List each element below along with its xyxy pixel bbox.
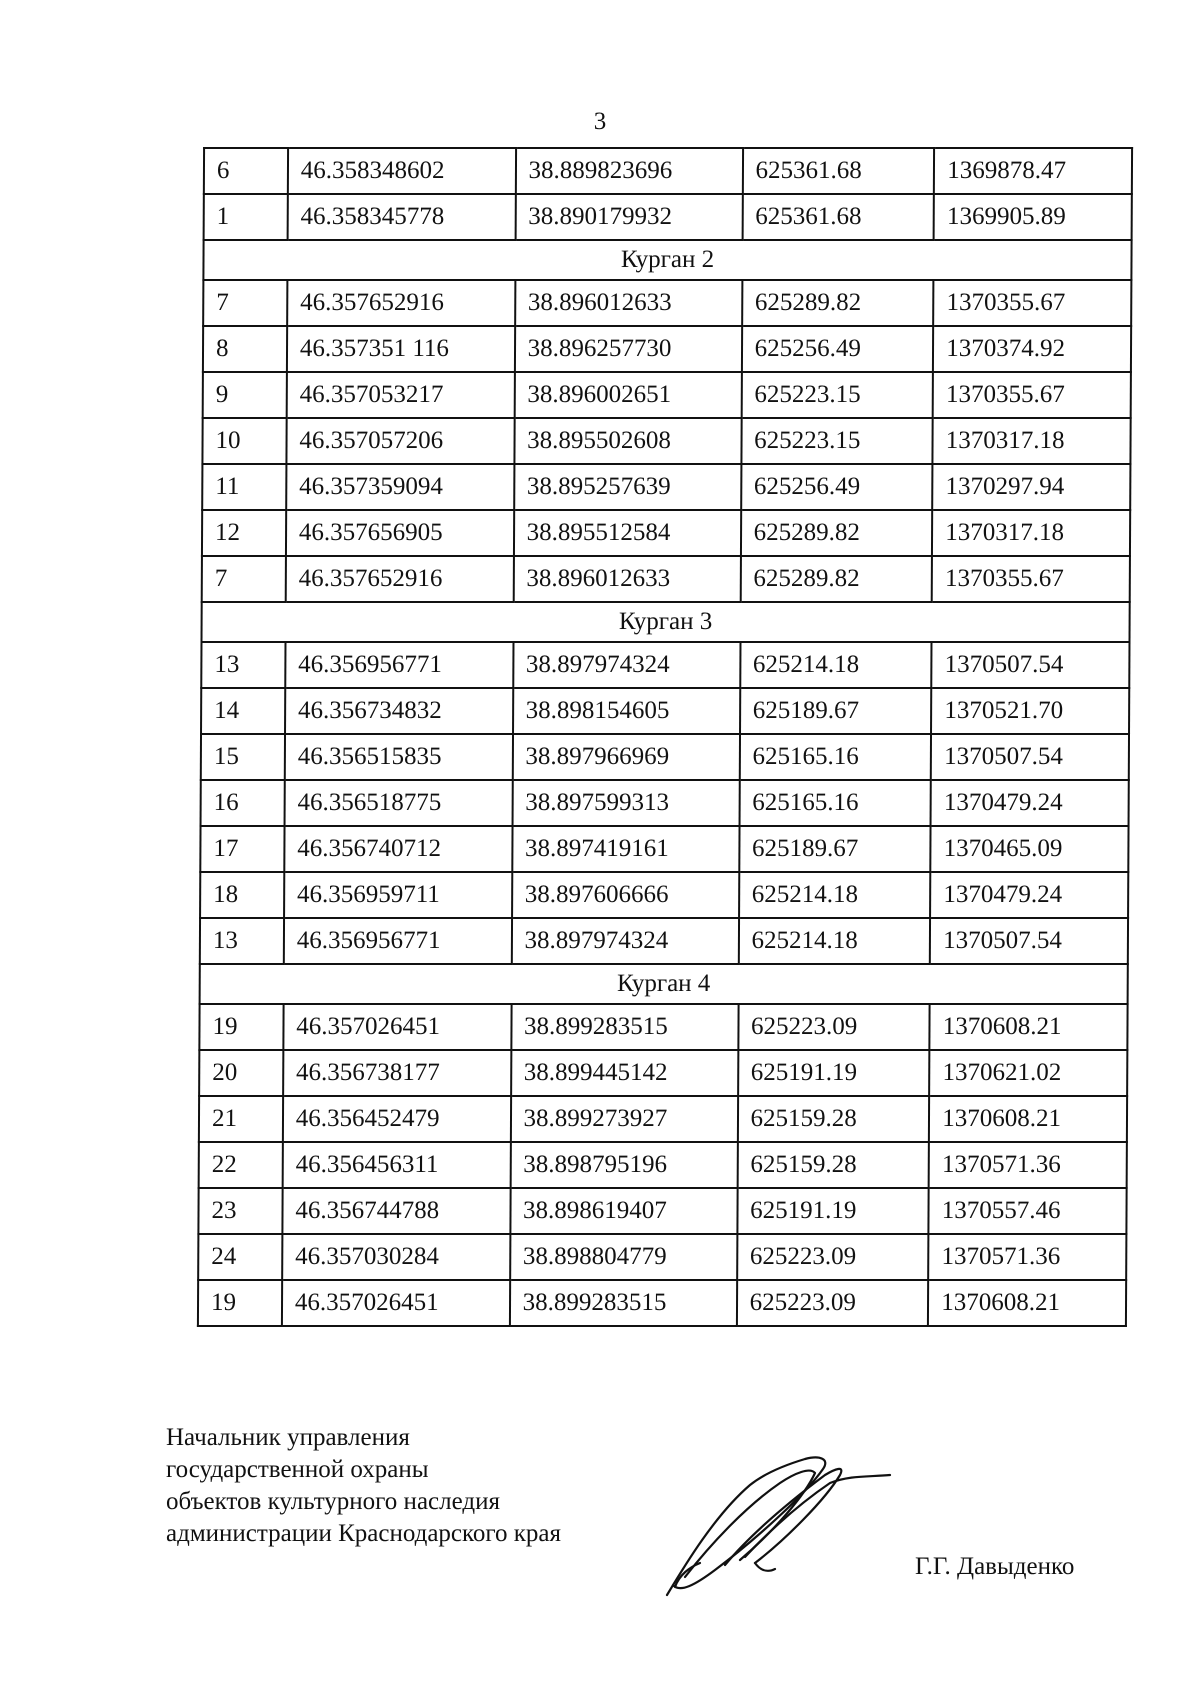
y-coordinate-cell: 1370374.92 <box>933 326 1131 372</box>
latitude-cell: 46.356452479 <box>283 1096 511 1142</box>
latitude-cell: 46.357656905 <box>286 510 514 556</box>
x-coordinate-cell: 625214.18 <box>738 918 930 964</box>
table-row <box>200 918 1128 964</box>
x-coordinate-cell: 625223.15 <box>741 418 933 464</box>
longitude-cell: 38.895502608 <box>514 418 741 464</box>
latitude-cell: 46.357026451 <box>283 1004 511 1050</box>
longitude-cell: 38.895257639 <box>514 464 741 510</box>
section-header-row <box>200 964 1128 1004</box>
longitude-cell: 38.890179932 <box>515 194 742 240</box>
point-number-cell: 15 <box>201 734 285 780</box>
position-line: государственной охраны <box>166 1456 429 1483</box>
y-coordinate-cell: 1370608.21 <box>930 1004 1128 1050</box>
x-coordinate-cell: 625165.16 <box>739 734 931 780</box>
y-coordinate-cell: 1370355.67 <box>933 280 1131 326</box>
section-title: Курган 3 <box>201 602 1129 642</box>
latitude-cell: 46.356738177 <box>283 1050 511 1096</box>
y-coordinate-cell: 1370479.24 <box>931 780 1129 826</box>
longitude-cell: 38.897974324 <box>511 918 738 964</box>
y-coordinate-cell: 1370355.67 <box>932 556 1130 602</box>
coordinates-table <box>197 147 1133 1327</box>
longitude-cell: 38.899273927 <box>510 1096 737 1142</box>
x-coordinate-cell: 625214.18 <box>740 642 932 688</box>
point-number-cell: 13 <box>200 918 284 964</box>
point-number-cell: 11 <box>202 464 286 510</box>
x-coordinate-cell: 625223.09 <box>738 1004 930 1050</box>
longitude-cell: 38.898619407 <box>510 1188 737 1234</box>
y-coordinate-cell: 1370355.67 <box>933 372 1131 418</box>
point-number-cell: 22 <box>199 1142 283 1188</box>
table-row <box>204 148 1132 194</box>
table-row <box>198 1280 1126 1326</box>
table-row <box>204 194 1132 240</box>
table-row <box>198 1234 1126 1280</box>
y-coordinate-cell: 1370507.54 <box>932 642 1130 688</box>
table-row <box>201 642 1129 688</box>
latitude-cell: 46.356456311 <box>282 1142 510 1188</box>
x-coordinate-cell: 625214.18 <box>739 872 931 918</box>
section-title: Курган 2 <box>203 240 1131 280</box>
x-coordinate-cell: 625289.82 <box>742 280 934 326</box>
table-row <box>201 688 1129 734</box>
y-coordinate-cell: 1370297.94 <box>932 464 1130 510</box>
longitude-cell: 38.896257730 <box>514 326 741 372</box>
latitude-cell: 46.357030284 <box>282 1234 510 1280</box>
y-coordinate-cell: 1370507.54 <box>931 734 1129 780</box>
latitude-cell: 46.358348602 <box>288 148 516 194</box>
longitude-cell: 38.897419161 <box>512 826 739 872</box>
latitude-cell: 46.357652916 <box>287 280 515 326</box>
longitude-cell: 38.897974324 <box>513 642 740 688</box>
longitude-cell: 38.896012633 <box>515 280 742 326</box>
section-header-row <box>201 602 1129 642</box>
table-row <box>200 826 1128 872</box>
x-coordinate-cell: 625361.68 <box>742 148 934 194</box>
y-coordinate-cell: 1370557.46 <box>929 1188 1127 1234</box>
y-coordinate-cell: 1370608.21 <box>928 1280 1126 1326</box>
latitude-cell: 46.357351 116 <box>287 326 515 372</box>
latitude-cell: 46.356959711 <box>284 872 512 918</box>
latitude-cell: 46.356515835 <box>285 734 513 780</box>
table-row <box>202 418 1130 464</box>
point-number-cell: 14 <box>201 688 285 734</box>
y-coordinate-cell: 1370571.36 <box>929 1142 1127 1188</box>
latitude-cell: 46.358345778 <box>287 194 515 240</box>
position-line: Начальник управления <box>166 1424 410 1451</box>
longitude-cell: 38.895512584 <box>514 510 741 556</box>
x-coordinate-cell: 625361.68 <box>742 194 934 240</box>
latitude-cell: 46.357359094 <box>286 464 514 510</box>
x-coordinate-cell: 625191.19 <box>738 1050 930 1096</box>
latitude-cell: 46.357053217 <box>287 372 515 418</box>
y-coordinate-cell: 1370507.54 <box>930 918 1128 964</box>
y-coordinate-cell: 1370479.24 <box>930 872 1128 918</box>
table-row <box>202 510 1130 556</box>
y-coordinate-cell: 1370608.21 <box>929 1096 1127 1142</box>
longitude-cell: 38.897606666 <box>512 872 739 918</box>
point-number-cell: 20 <box>199 1050 283 1096</box>
point-number-cell: 10 <box>202 418 286 464</box>
table-row <box>199 1096 1127 1142</box>
x-coordinate-cell: 625159.28 <box>737 1142 929 1188</box>
longitude-cell: 38.897966969 <box>512 734 739 780</box>
table-row <box>202 464 1130 510</box>
x-coordinate-cell: 625223.09 <box>737 1280 929 1326</box>
longitude-cell: 38.899445142 <box>511 1050 738 1096</box>
point-number-cell: 8 <box>203 326 287 372</box>
y-coordinate-cell: 1370571.36 <box>928 1234 1126 1280</box>
longitude-cell: 38.898804779 <box>510 1234 737 1280</box>
point-number-cell: 17 <box>200 826 284 872</box>
table-row <box>199 1004 1127 1050</box>
point-number-cell: 18 <box>200 872 284 918</box>
x-coordinate-cell: 625189.67 <box>739 826 931 872</box>
y-coordinate-cell: 1370317.18 <box>932 510 1130 556</box>
point-number-cell: 24 <box>198 1234 282 1280</box>
longitude-cell: 38.899283515 <box>509 1280 736 1326</box>
latitude-cell: 46.356956771 <box>284 918 512 964</box>
longitude-cell: 38.889823696 <box>515 148 742 194</box>
x-coordinate-cell: 625191.19 <box>737 1188 929 1234</box>
y-coordinate-cell: 1369905.89 <box>934 194 1132 240</box>
longitude-cell: 38.898795196 <box>510 1142 737 1188</box>
latitude-cell: 46.357057206 <box>286 418 514 464</box>
x-coordinate-cell: 625289.82 <box>740 556 932 602</box>
section-title: Курган 4 <box>200 964 1128 1004</box>
latitude-cell: 46.356740712 <box>284 826 512 872</box>
point-number-cell: 23 <box>198 1188 282 1234</box>
page-number: 3 <box>593 108 607 135</box>
table-row <box>203 326 1131 372</box>
x-coordinate-cell: 625159.28 <box>737 1096 929 1142</box>
table-row <box>202 556 1130 602</box>
point-number-cell: 6 <box>204 148 288 194</box>
point-number-cell: 7 <box>203 280 287 326</box>
table-row <box>199 1142 1127 1188</box>
longitude-cell: 38.896012633 <box>513 556 740 602</box>
table-row <box>203 280 1131 326</box>
x-coordinate-cell: 625189.67 <box>740 688 932 734</box>
signatory-position <box>166 1422 561 1550</box>
y-coordinate-cell: 1369878.47 <box>934 148 1132 194</box>
y-coordinate-cell: 1370621.02 <box>929 1050 1127 1096</box>
point-number-cell: 12 <box>202 510 286 556</box>
longitude-cell: 38.897599313 <box>512 780 739 826</box>
y-coordinate-cell: 1370465.09 <box>931 826 1129 872</box>
table-row <box>199 1050 1127 1096</box>
section-header-row <box>203 240 1131 280</box>
point-number-cell: 9 <box>203 372 287 418</box>
table-row <box>200 872 1128 918</box>
point-number-cell: 16 <box>201 780 285 826</box>
latitude-cell: 46.357026451 <box>282 1280 510 1326</box>
x-coordinate-cell: 625165.16 <box>739 780 931 826</box>
latitude-cell: 46.356744788 <box>282 1188 510 1234</box>
point-number-cell: 7 <box>202 556 286 602</box>
point-number-cell: 19 <box>198 1280 282 1326</box>
longitude-cell: 38.898154605 <box>513 688 740 734</box>
table-row <box>203 372 1131 418</box>
x-coordinate-cell: 625256.49 <box>741 464 933 510</box>
table-row <box>201 780 1129 826</box>
longitude-cell: 38.899283515 <box>511 1004 738 1050</box>
longitude-cell: 38.896002651 <box>514 372 741 418</box>
point-number-cell: 21 <box>199 1096 283 1142</box>
signer-name: Г.Г. Давыденко <box>915 1553 1075 1580</box>
latitude-cell: 46.356518775 <box>284 780 512 826</box>
latitude-cell: 46.356956771 <box>285 642 513 688</box>
x-coordinate-cell: 625256.49 <box>742 326 934 372</box>
point-number-cell: 1 <box>204 194 288 240</box>
point-number-cell: 13 <box>201 642 285 688</box>
latitude-cell: 46.357652916 <box>286 556 514 602</box>
x-coordinate-cell: 625223.09 <box>737 1234 929 1280</box>
x-coordinate-cell: 625289.82 <box>741 510 933 556</box>
y-coordinate-cell: 1370521.70 <box>931 688 1129 734</box>
point-number-cell: 19 <box>199 1004 283 1050</box>
position-line: объектов культурного наследия <box>166 1488 500 1515</box>
table-row <box>198 1188 1126 1234</box>
x-coordinate-cell: 625223.15 <box>741 372 933 418</box>
latitude-cell: 46.356734832 <box>285 688 513 734</box>
y-coordinate-cell: 1370317.18 <box>933 418 1131 464</box>
table-row <box>201 734 1129 780</box>
position-line: администрации Краснодарского края <box>166 1520 562 1547</box>
handwritten-signature <box>655 1445 895 1605</box>
